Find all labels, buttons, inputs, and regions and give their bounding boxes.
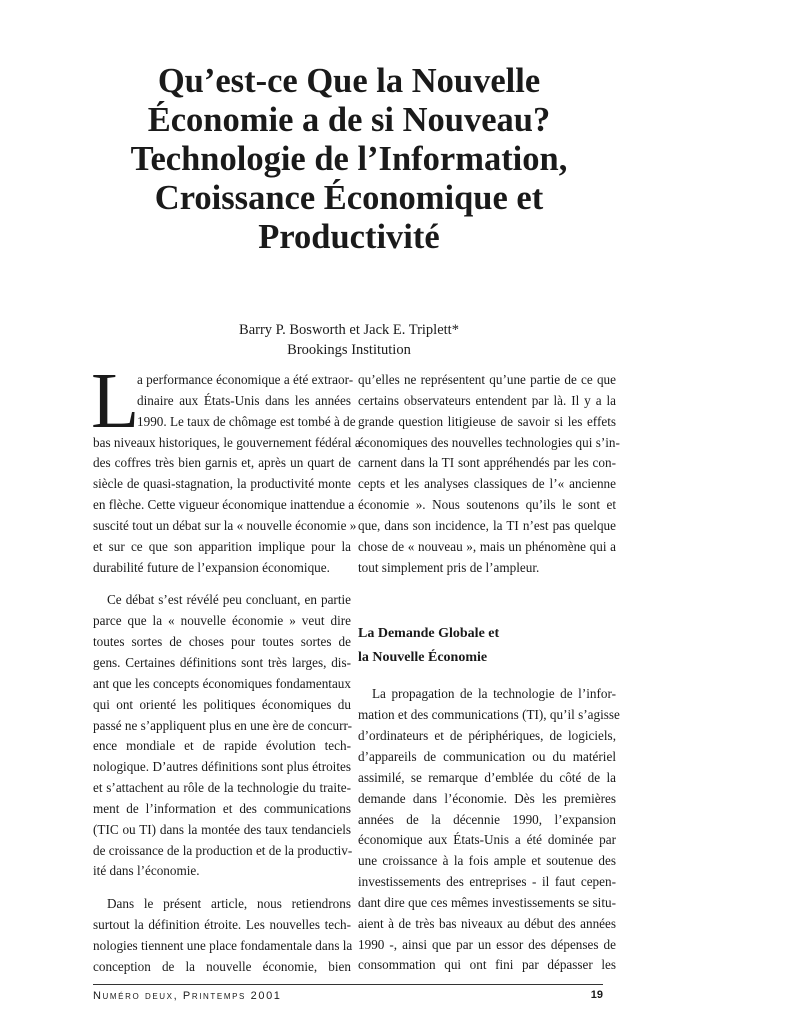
left-column <box>91 358 361 978</box>
text-line: certains observateurs entendent par là. Il y a la <box>358 392 616 408</box>
text-line: dant dire que ces mêmes investissements se situ- <box>358 894 616 910</box>
text-line: assimilé, se remarque d’emblée du côté de la <box>358 769 616 785</box>
text-line: bas niveaux historiques, le gouvernement fédéral a <box>93 434 361 450</box>
text-line: consommation qui ont fini par dépasser les <box>358 957 616 973</box>
text-line: d’appareils de communication ou du matériel <box>358 748 616 764</box>
text-line: ant que les concepts économiques fondamentaux <box>93 675 351 691</box>
text-line: années de la décennie 1990, l’expansion <box>358 811 616 827</box>
text-line: toutes sortes de choses pour toutes sortes de <box>93 634 351 650</box>
text-line: ment de l’information et des communications <box>93 800 351 816</box>
text-line: qu’elles ne représentent qu’une partie de ce que <box>358 372 616 387</box>
text-line: conception de la nouvelle économie, bien <box>93 958 351 974</box>
text-line: grande question litigieuse de savoir si les effets <box>358 413 616 429</box>
text-line: économique aux États-Unis a été dominée par <box>358 832 616 848</box>
text-line: demande dans l’économie. Dès les premières <box>358 790 616 806</box>
text-line: tout simplement pris de l’ampleur. <box>358 559 540 575</box>
text-line: qui ont orienté les politiques économiques du <box>93 696 351 712</box>
text-line: Dans le présent article, nous retiendrons <box>107 896 351 912</box>
text-line: 1990 -, ainsi que par un essor des dépenses de <box>358 936 616 952</box>
text-line: et sur ce que son apparition implique pour la <box>93 538 351 554</box>
right-column <box>358 370 620 976</box>
footer-journal: Numéro deux, Printemps 2001 <box>93 990 282 1002</box>
text-line: que, dans son incidence, la TI n’est pas quelque <box>358 517 616 533</box>
title-line: Économie a de si Nouveau? <box>147 101 551 139</box>
section-heading: la Nouvelle Économie <box>358 650 488 666</box>
text-line: ité dans l’économie. <box>93 863 200 879</box>
text-line: ence mondiale et de rapide évolution tech- <box>93 738 351 754</box>
text-line: carnent dans la TI sont appréhendés par les con- <box>358 455 616 471</box>
byline <box>196 320 502 360</box>
article-title <box>96 62 602 257</box>
footer-rule <box>93 984 603 985</box>
text-line: durabilité future de l’expansion économique. <box>93 559 330 575</box>
text-line: des coffres très bien garnis et, après un quart de <box>93 455 351 471</box>
title-line: Qu’est-ce Que la Nouvelle <box>157 62 541 100</box>
affiliation: Brookings Institution <box>287 342 411 358</box>
text-line: siècle de quasi-stagnation, la productivité monte <box>93 476 351 492</box>
text-line: nologique. D’autres définitions sont plus étroites <box>93 759 351 775</box>
text-line: a performance économique a été extraor- <box>137 372 354 387</box>
page-number: 19 <box>590 989 603 1001</box>
text-line: La propagation de la technologie de l’infor- <box>372 686 616 702</box>
drop-cap: L <box>91 358 140 445</box>
text-line: chose de « nouveau », mais un phénomène qui a <box>358 538 616 554</box>
text-line: (TIC ou TI) dans la montée des taux tendanciels <box>93 821 351 837</box>
text-line: économiques des nouvelles technologies qui s’in- <box>358 434 620 450</box>
text-line: en flèche. Cette vigueur économique inattendue a <box>93 497 355 513</box>
text-line: une croissance à la fois ample et soutenue des <box>358 853 616 869</box>
text-line: investissements des entreprises - il faut cepen- <box>358 874 616 890</box>
section-heading: La Demande Globale et <box>358 626 500 642</box>
authors: Barry P. Bosworth et Jack E. Triplett* <box>239 322 459 338</box>
text-line: d’ordinateurs et de périphériques, de logiciels, <box>358 728 616 744</box>
text-line: 1990. Le taux de chômage est tombé à de <box>137 413 356 429</box>
text-line: passé ne s’appliquent plus en une ère de concurr- <box>93 717 352 733</box>
text-line: dinaire aux États-Unis dans les années <box>137 392 351 408</box>
text-line: de croissance de la production et de la productiv- <box>93 842 353 858</box>
text-line: et s’attachent au rôle de la technologie du traite- <box>93 780 351 796</box>
text-line: gens. Certaines définitions sont très larges, dis- <box>93 654 351 670</box>
title-line: Technologie de l’Information, <box>130 140 568 178</box>
text-line: aient à de très bas niveaux au début des années <box>358 915 616 931</box>
text-line: mation et des communications (TI), qu’il s’agisse <box>358 707 620 723</box>
title-line: Croissance Économique et <box>154 179 544 217</box>
text-line: surtout la définition étroite. Les nouvelles tech- <box>93 917 351 933</box>
text-line: cepts et les analyses classiques de l’« ancienne <box>358 476 616 492</box>
text-line: économie ». Nous soutenons qu’ils le sont et <box>358 497 616 513</box>
text-line: parce que la « nouvelle économie » veut dire <box>93 613 351 629</box>
text-line: nologies tiennent une place fondamentale dans la <box>93 937 353 953</box>
title-line: Productivité <box>258 218 440 256</box>
text-line: Ce débat s’est révélé peu concluant, en partie <box>107 592 351 608</box>
text-line: suscité tout un débat sur la « nouvelle économie » <box>93 517 357 533</box>
